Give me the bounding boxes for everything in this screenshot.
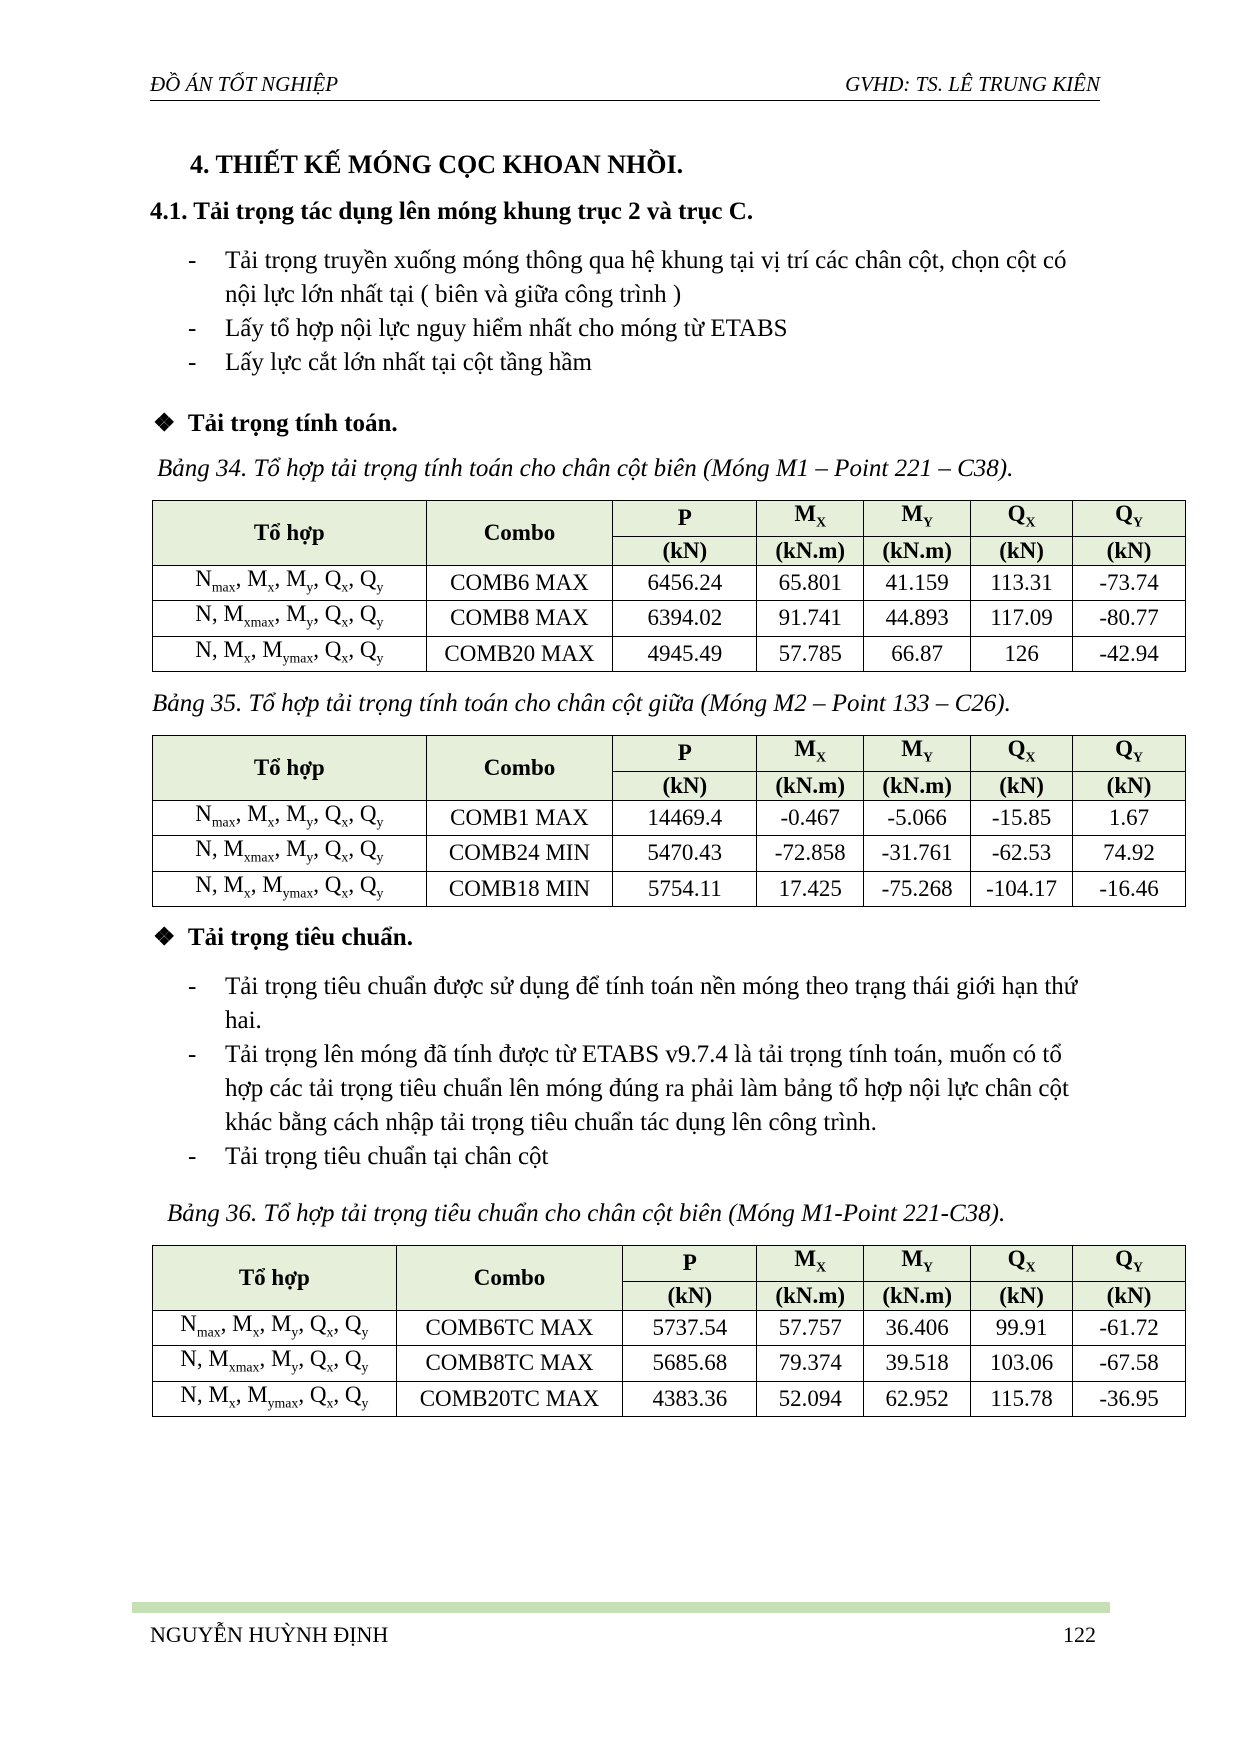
cell-qy: -42.94 bbox=[1073, 636, 1186, 672]
cell-mx: 52.094 bbox=[757, 1381, 864, 1417]
list-item: - Tải trọng lên móng đã tính được từ ETABS v9.7.4 là tải trọng tính toán, muốn có tổ hợp các tải trọng tiêu chuẩn lên móng đúng ra phải làm bảng tổ hợp nội lực chân cột khác bằng cách nhập tải trọng tiêu chuẩn tác dụng lên công trình. bbox=[188, 1041, 1069, 1136]
row-label: N, $M_x$, $M_{ymax}$, $Q_x$, $Q_y$ bbox=[153, 636, 427, 672]
cell-my: 66.87 bbox=[864, 636, 971, 672]
cell-qy: -67.58 bbox=[1073, 1346, 1186, 1382]
diamond-bullet-icon: ❖ bbox=[153, 924, 176, 951]
unit-mx: (kN.m) bbox=[757, 1281, 864, 1310]
unit-my: (kN.m) bbox=[864, 1281, 971, 1310]
table36-caption: Bảng 36. Tổ hợp tải trọng tiêu chuẩn cho chân cột biên (Móng M1-Point 221-C38). bbox=[167, 1200, 1006, 1227]
cell-qy: -73.74 bbox=[1073, 565, 1186, 601]
cell-qx: 117.09 bbox=[971, 601, 1073, 637]
table35 bbox=[152, 735, 1186, 907]
cell-my: -5.066 bbox=[864, 800, 971, 836]
cell-qx: -15.85 bbox=[971, 800, 1073, 836]
footer-author: NGUYỄN HUỲNH ĐỊNH bbox=[150, 1622, 389, 1647]
table-row bbox=[153, 871, 1186, 907]
unit-my: (kN.m) bbox=[864, 536, 971, 565]
cell-combo: COMB1 MAX bbox=[426, 800, 613, 836]
list-item: - Tải trọng tiêu chuẩn tại chân cột bbox=[188, 1143, 549, 1170]
row-label: $N_{max}$, $M_x$, $M_y$, $Q_x$, $Q_y$ bbox=[153, 1310, 397, 1346]
col-header-qy: $Q_Y$ bbox=[1073, 736, 1186, 772]
table-row bbox=[153, 1381, 1186, 1417]
cell-p: 14469.4 bbox=[613, 800, 757, 836]
col-header-p: P bbox=[613, 501, 757, 537]
col-header-combo: Combo bbox=[396, 1246, 623, 1311]
list-item: - Lấy tổ hợp nội lực nguy hiểm nhất cho móng từ ETABS bbox=[188, 315, 788, 342]
col-header-mx: $M_X$ bbox=[757, 1246, 864, 1282]
col-header-combo: Combo bbox=[426, 501, 613, 566]
unit-qx: (kN) bbox=[971, 536, 1073, 565]
cell-combo: COMB18 MIN bbox=[426, 871, 613, 907]
table-row bbox=[153, 836, 1186, 872]
col-header-to-hop: Tổ hợp bbox=[153, 1246, 397, 1311]
cell-my: -75.268 bbox=[864, 871, 971, 907]
table34 bbox=[152, 500, 1186, 672]
col-header-mx: $M_X$ bbox=[757, 736, 864, 772]
unit-p: (kN) bbox=[613, 771, 757, 800]
page-number: 122 bbox=[1063, 1622, 1096, 1647]
col-header-qx: $Q_X$ bbox=[971, 501, 1073, 537]
unit-p: (kN) bbox=[623, 1281, 757, 1310]
cell-combo: COMB20 MAX bbox=[426, 636, 613, 672]
cell-my: 36.406 bbox=[864, 1310, 971, 1346]
cell-my: 62.952 bbox=[864, 1381, 971, 1417]
col-header-my: $M_Y$ bbox=[864, 501, 971, 537]
list-item: - Tải trọng tiêu chuẩn được sử dụng để tính toán nền móng theo trạng thái giới hạn thứ hai. bbox=[188, 973, 1078, 1034]
unit-my: (kN.m) bbox=[864, 771, 971, 800]
list-item: - Tải trọng truyền xuống móng thông qua hệ khung tại vị trí các chân cột, chọn cột có nội lực lớn nhất tại ( biên và giữa công trình ) bbox=[188, 247, 1067, 308]
row-label: N, $M_{xmax}$, $M_y$, $Q_x$, $Q_y$ bbox=[153, 1346, 397, 1382]
section-title: 4. THIẾT KẾ MÓNG CỌC KHOAN NHỒI. bbox=[190, 150, 684, 179]
table-row bbox=[153, 601, 1186, 637]
footer-bar bbox=[132, 1602, 1110, 1613]
unit-qy: (kN) bbox=[1073, 1281, 1186, 1310]
cell-qy: 1.67 bbox=[1073, 800, 1186, 836]
cell-p: 4383.36 bbox=[623, 1381, 757, 1417]
col-header-mx: $M_X$ bbox=[757, 501, 864, 537]
cell-mx: -0.467 bbox=[757, 800, 864, 836]
table35-caption: Bảng 35. Tổ hợp tải trọng tính toán cho chân cột giữa (Móng M2 – Point 133 – C26). bbox=[152, 690, 1011, 717]
cell-mx: 91.741 bbox=[757, 601, 864, 637]
table-row bbox=[153, 1346, 1186, 1382]
unit-p: (kN) bbox=[613, 536, 757, 565]
cell-combo: COMB24 MIN bbox=[426, 836, 613, 872]
cell-mx: 17.425 bbox=[757, 871, 864, 907]
cell-p: 4945.49 bbox=[613, 636, 757, 672]
table-row bbox=[153, 565, 1186, 601]
row-label: N, $M_{xmax}$, $M_y$, $Q_x$, $Q_y$ bbox=[153, 601, 427, 637]
unit-qx: (kN) bbox=[971, 1281, 1073, 1310]
unit-qy: (kN) bbox=[1073, 536, 1186, 565]
header-divider bbox=[150, 100, 1100, 101]
col-header-qx: $Q_X$ bbox=[971, 736, 1073, 772]
cell-qy: -16.46 bbox=[1073, 871, 1186, 907]
cell-my: 41.159 bbox=[864, 565, 971, 601]
col-header-qx: $Q_X$ bbox=[971, 1246, 1073, 1282]
cell-my: 44.893 bbox=[864, 601, 971, 637]
table-row bbox=[153, 1310, 1186, 1346]
cell-qx: -104.17 bbox=[971, 871, 1073, 907]
col-header-qy: $Q_Y$ bbox=[1073, 1246, 1186, 1282]
list-item: - Lấy lực cắt lớn nhất tại cột tầng hầm bbox=[188, 349, 592, 376]
row-label: N, $M_x$, $M_{ymax}$, $Q_x$, $Q_y$ bbox=[153, 1381, 397, 1417]
col-header-to-hop: Tổ hợp bbox=[153, 736, 427, 801]
row-label: N, $M_x$, $M_{ymax}$, $Q_x$, $Q_y$ bbox=[153, 871, 427, 907]
row-label: $N_{max}$, $M_x$, $M_y$, $Q_x$, $Q_y$ bbox=[153, 800, 427, 836]
table34-caption: Bảng 34. Tổ hợp tải trọng tính toán cho chân cột biên (Móng M1 – Point 221 – C38). bbox=[157, 455, 1014, 482]
unit-qy: (kN) bbox=[1073, 771, 1186, 800]
cell-qy: -80.77 bbox=[1073, 601, 1186, 637]
cell-combo: COMB6 MAX bbox=[426, 565, 613, 601]
header-right: GVHD: TS. LÊ TRUNG KIÊN bbox=[845, 72, 1100, 96]
cell-my: -31.761 bbox=[864, 836, 971, 872]
row-label: N, $M_{xmax}$, $M_y$, $Q_x$, $Q_y$ bbox=[153, 836, 427, 872]
cell-qx: 99.91 bbox=[971, 1310, 1073, 1346]
header-left: ĐỒ ÁN TỐT NGHIỆP bbox=[150, 72, 339, 96]
col-header-combo: Combo bbox=[426, 736, 613, 801]
cell-qx: 113.31 bbox=[971, 565, 1073, 601]
cell-p: 6456.24 bbox=[613, 565, 757, 601]
intro-bullet-list bbox=[188, 244, 1088, 380]
cell-qx: -62.53 bbox=[971, 836, 1073, 872]
cell-mx: 57.757 bbox=[757, 1310, 864, 1346]
col-header-p: P bbox=[613, 736, 757, 772]
cell-qy: -36.95 bbox=[1073, 1381, 1186, 1417]
cell-mx: -72.858 bbox=[757, 836, 864, 872]
cell-my: 39.518 bbox=[864, 1346, 971, 1382]
cell-qx: 126 bbox=[971, 636, 1073, 672]
subsection-title: 4.1. Tải trọng tác dụng lên móng khung trục 2 và trục C. bbox=[150, 198, 754, 225]
cell-combo: COMB20TC MAX bbox=[396, 1381, 623, 1417]
cell-p: 5470.43 bbox=[613, 836, 757, 872]
unit-mx: (kN.m) bbox=[757, 771, 864, 800]
cell-qx: 115.78 bbox=[971, 1381, 1073, 1417]
cell-combo: COMB8 MAX bbox=[426, 601, 613, 637]
cell-p: 5737.54 bbox=[623, 1310, 757, 1346]
cell-mx: 57.785 bbox=[757, 636, 864, 672]
heading-tieu-chuan: ❖ Tải trọng tiêu chuẩn. bbox=[153, 924, 413, 951]
cell-mx: 79.374 bbox=[757, 1346, 864, 1382]
cell-qx: 103.06 bbox=[971, 1346, 1073, 1382]
col-header-qy: $Q_Y$ bbox=[1073, 501, 1186, 537]
cell-p: 5685.68 bbox=[623, 1346, 757, 1382]
cell-p: 6394.02 bbox=[613, 601, 757, 637]
cell-qy: 74.92 bbox=[1073, 836, 1186, 872]
col-header-my: $M_Y$ bbox=[864, 736, 971, 772]
col-header-p: P bbox=[623, 1246, 757, 1282]
cell-qy: -61.72 bbox=[1073, 1310, 1186, 1346]
row-label: $N_{max}$, $M_x$, $M_y$, $Q_x$, $Q_y$ bbox=[153, 565, 427, 601]
diamond-bullet-icon: ❖ bbox=[153, 410, 176, 437]
table-row bbox=[153, 800, 1186, 836]
table-row bbox=[153, 636, 1186, 672]
cell-mx: 65.801 bbox=[757, 565, 864, 601]
cell-combo: COMB8TC MAX bbox=[396, 1346, 623, 1382]
std-bullet-list bbox=[188, 970, 1088, 1174]
unit-mx: (kN.m) bbox=[757, 536, 864, 565]
col-header-my: $M_Y$ bbox=[864, 1246, 971, 1282]
heading-tinh-toan: ❖ Tải trọng tính toán. bbox=[153, 410, 398, 437]
table36 bbox=[152, 1245, 1186, 1417]
unit-qx: (kN) bbox=[971, 771, 1073, 800]
col-header-to-hop: Tổ hợp bbox=[153, 501, 427, 566]
cell-p: 5754.11 bbox=[613, 871, 757, 907]
cell-combo: COMB6TC MAX bbox=[396, 1310, 623, 1346]
